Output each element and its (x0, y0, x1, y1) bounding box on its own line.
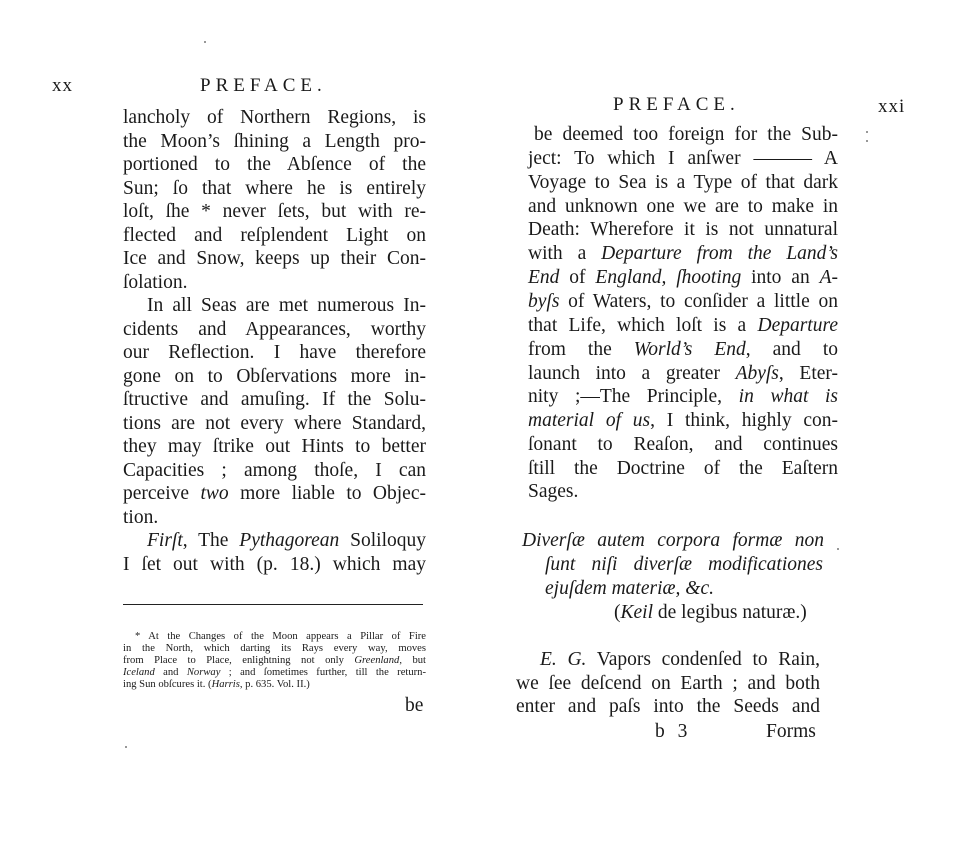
page-number-left: xx (52, 75, 73, 96)
text-line: perceive two more liable to Objec- (123, 483, 426, 504)
text-line: ſtill the Doctrine of the Eaſtern (528, 458, 838, 479)
running-header-right: PREFACE. (613, 94, 740, 115)
text-line: lancholy of Northern Regions, is (123, 107, 426, 128)
text-line: portioned to the Abſence of the (123, 154, 426, 175)
footnote-line: Iceland and Norway ; and ſometimes further, till the return- (123, 667, 427, 678)
paper-speck (125, 746, 127, 748)
text-line: End of England, ſhooting into an A- (528, 267, 838, 288)
text-line: material of us, I think, highly con- (528, 410, 838, 431)
footnote-line: * At the Changes of the Moon appears a Pillar of Fire (135, 631, 426, 642)
right-page (490, 0, 980, 847)
text-line: tion. (123, 506, 159, 528)
text-line: flected and reſplendent Light on (123, 224, 426, 246)
text-line: cidents and Appearances, worthy (123, 318, 426, 340)
text-line: Sun; ſo that where he is entirely (123, 177, 426, 199)
quote-line: ſunt niſi diverſæ modificationes (545, 554, 823, 575)
footnote-rule (123, 604, 423, 605)
text-line: our Reflection. I have therefore (123, 342, 426, 363)
signature-mark: b 3 (655, 721, 692, 742)
catchword-left: be (405, 695, 424, 716)
text-line: gone on to Obſervations more in- (123, 365, 426, 387)
paper-speck (837, 548, 839, 550)
text-line: ſonant to Reaſon, and continues (528, 434, 838, 455)
text-line: Death: Wherefore it is not unnatural (528, 219, 838, 240)
catchword-right: Forms (766, 721, 816, 742)
text-line: Ice and Snow, keeps up their Con- (123, 248, 426, 269)
text-line: In all Seas are met numerous In- (147, 295, 426, 316)
text-line: they may ſtrike out Hints to better (123, 436, 426, 457)
text-line: with a Departure from the Land’s (528, 243, 838, 264)
text-line: Sages. (528, 481, 579, 502)
text-line: enter and paſs into the Seeds and (516, 696, 820, 717)
footnote-line: in the North, which darting its Rays every way, moves (123, 643, 426, 654)
text-line: I ſet out with (p. 18.) which may (123, 553, 426, 575)
text-line: we ſee deſcend on Earth ; and both (516, 673, 820, 694)
text-line: ſolation. (123, 271, 188, 293)
page-number-right: xxi (878, 96, 906, 117)
text-line: E. G. Vapors condenſed to Rain, (540, 649, 820, 670)
footnote-line: from Place to Place, enlightning not only Greenland, but (123, 655, 426, 666)
text-line: be deemed too foreign for the Sub- (534, 124, 838, 145)
text-line: and unknown one we are to make in (528, 196, 838, 217)
paper-speck (866, 140, 868, 142)
text-line: Voyage to Sea is a Type of that dark (528, 172, 838, 193)
text-line: ſtructive and amuſing. If the Solu- (123, 389, 426, 410)
quote-line: Diverſæ autem corpora formæ non (522, 530, 824, 551)
text-line: tions are not every where Standard, (123, 412, 426, 434)
text-line: Firſt, The Pythagorean Soliloquy (147, 530, 426, 551)
paper-speck (866, 131, 868, 133)
text-line: the Moon’s ſhining a Length pro- (123, 130, 426, 152)
quote-source: (Keil de legibus naturæ.) (614, 602, 807, 623)
paper-speck (204, 41, 206, 43)
text-line: launch into a greater Abyſs, Eter- (528, 363, 838, 384)
text-line: loſt, ſhe * never ſets, but with re- (123, 201, 426, 222)
running-header-left: PREFACE. (200, 75, 327, 96)
text-line: that Life, which loſt is a Departure (528, 315, 838, 336)
text-line: from the World’s End, and to (528, 339, 838, 360)
quote-line: ejuſdem materiæ, &c. (545, 578, 714, 599)
text-line: ject: To which I anſwer ——— A (528, 148, 838, 169)
text-line: byſs of Waters, to conſider a little on (528, 291, 838, 312)
text-line: Capacities ; among thoſe, I can (123, 459, 426, 481)
text-line: nity ;—The Principle, in what is (528, 386, 838, 407)
footnote-line: ing Sun obſcures it. (Harris, p. 635. Vol. II.) (123, 679, 310, 690)
